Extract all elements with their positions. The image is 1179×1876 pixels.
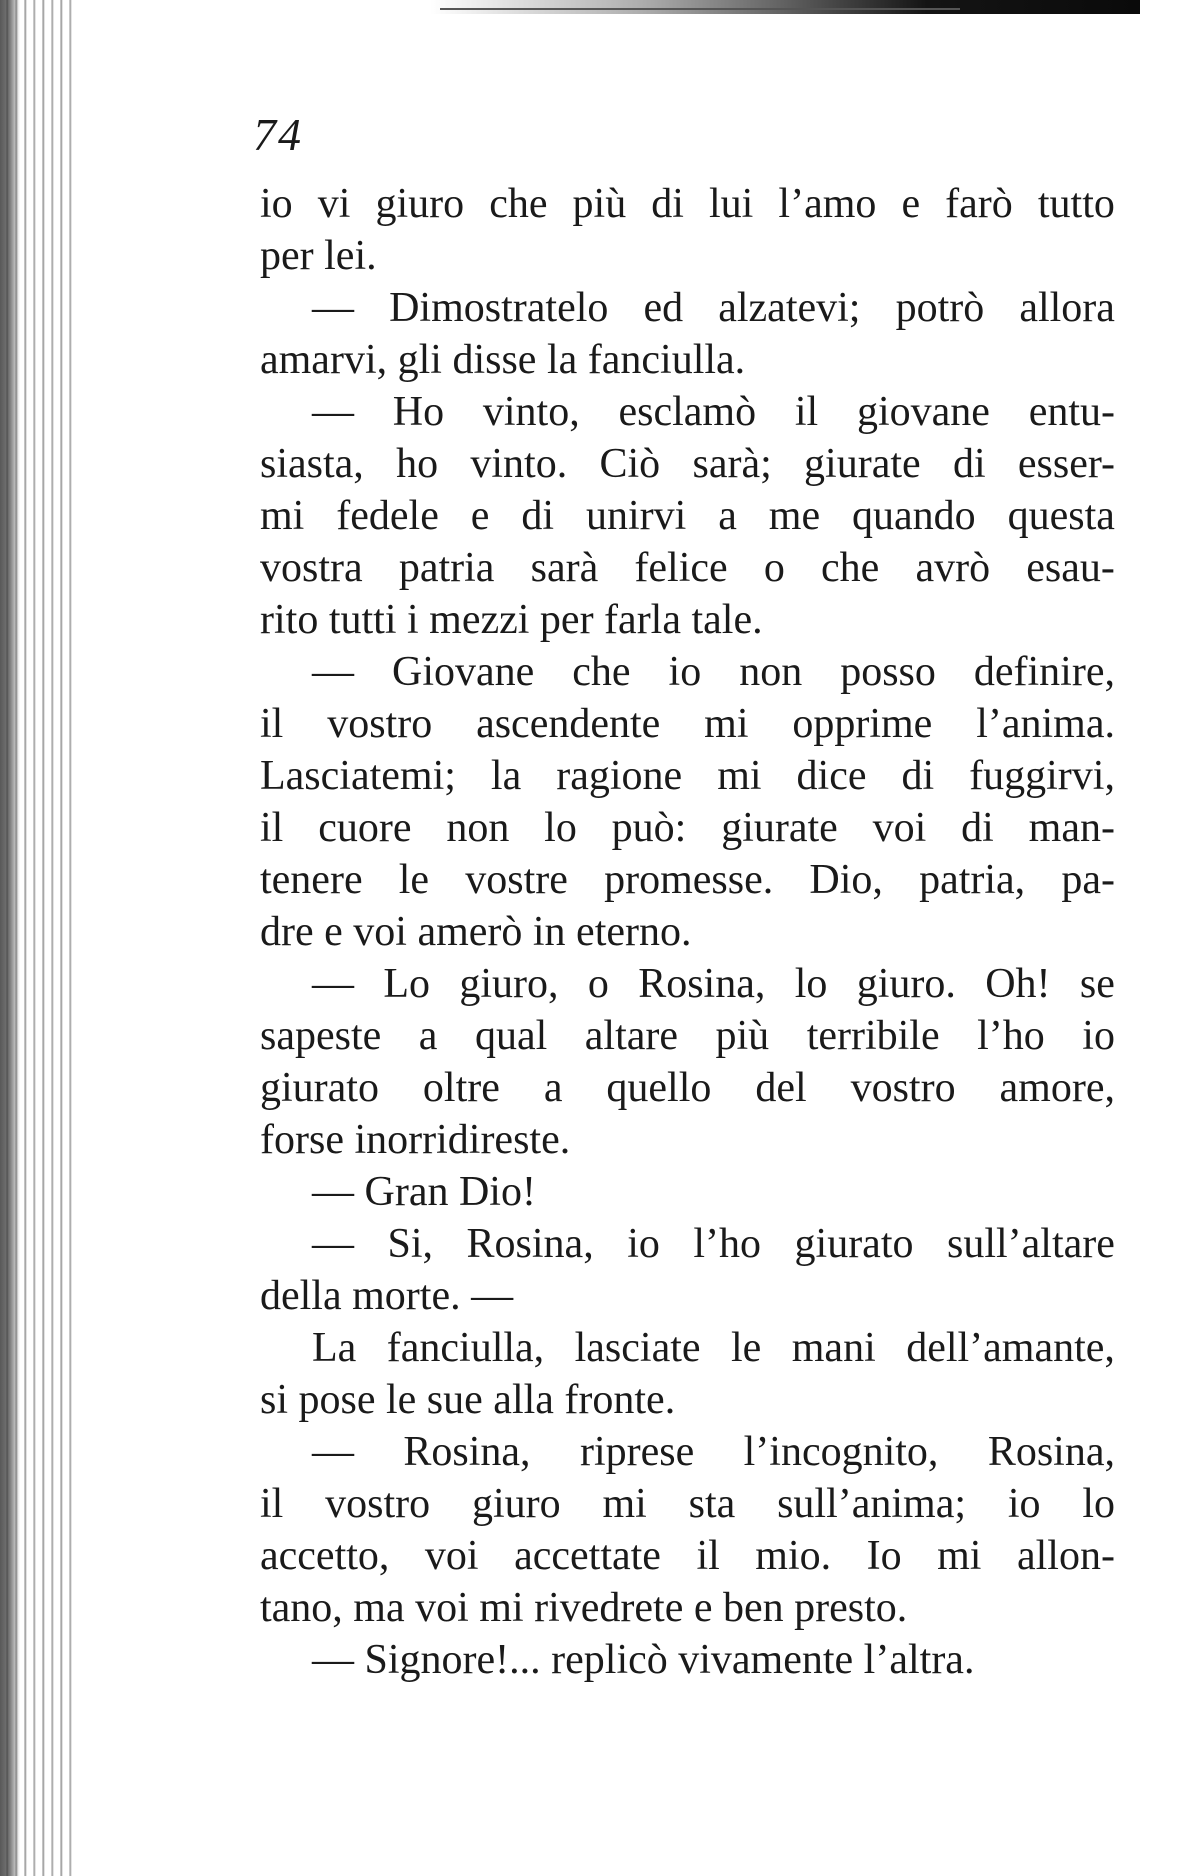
text-word: a: [718, 493, 737, 539]
text-word: —: [312, 1429, 354, 1475]
text-line-content: per lei.: [260, 233, 377, 279]
text-word: opprime: [792, 701, 933, 747]
text-word: sull’altare: [947, 1221, 1115, 1267]
text-line: [260, 1166, 1115, 1218]
text-word: promesse.: [604, 857, 774, 903]
text-word: vostro: [850, 1065, 956, 1111]
text-word: più: [572, 181, 627, 227]
text-word: vostra: [260, 545, 363, 591]
text-word: sarà: [530, 545, 599, 591]
text-line-content: — Signore!... replicò vivamente l’altra.: [312, 1637, 975, 1683]
scan-top-edge: [430, 0, 1140, 14]
text-word: giuro: [375, 181, 465, 227]
text-word: vostro: [325, 1481, 431, 1527]
text-line: [260, 1114, 1115, 1166]
text-word: riprese: [579, 1429, 695, 1475]
text-word: giurato: [794, 1221, 914, 1267]
text-line: [260, 1374, 1115, 1426]
text-word: l’incognito,: [743, 1429, 939, 1475]
text-word: il: [260, 701, 284, 747]
text-word: che: [821, 545, 880, 591]
text-word: amore,: [999, 1065, 1115, 1111]
text-line: [260, 1478, 1115, 1530]
text-word: o: [763, 545, 785, 591]
text-word: —: [312, 285, 354, 331]
text-word: sarà;: [692, 441, 772, 487]
text-word: di: [651, 181, 684, 227]
text-word: esau-: [1026, 545, 1115, 591]
text-word: di: [961, 805, 994, 851]
text-word: qual: [474, 1013, 548, 1059]
text-word: Ciò: [599, 441, 661, 487]
text-word: più: [715, 1013, 770, 1059]
body-text: [260, 178, 1115, 1686]
text-word: vostro: [327, 701, 433, 747]
text-word: potrò: [895, 285, 985, 331]
text-line: [260, 282, 1115, 334]
text-line: [260, 542, 1115, 594]
text-line: [260, 334, 1115, 386]
text-word: avrò: [915, 545, 991, 591]
text-line: [260, 1010, 1115, 1062]
text-word: se: [1079, 961, 1115, 1007]
text-word: allon-: [1016, 1533, 1115, 1579]
text-word: a: [543, 1065, 563, 1111]
text-word: siasta,: [260, 441, 364, 487]
text-word: ed: [643, 285, 684, 331]
text-word: può:: [611, 805, 687, 851]
text-line-content: rito tutti i mezzi per farla tale.: [260, 597, 763, 643]
text-word: giuro: [471, 1481, 561, 1527]
text-word: vi: [317, 181, 351, 227]
text-word: pa-: [1061, 857, 1115, 903]
text-word: Rosina,: [466, 1221, 594, 1267]
text-word: Dimostratelo: [389, 285, 609, 331]
text-word: l’ho: [977, 1013, 1045, 1059]
text-word: vinto.: [470, 441, 568, 487]
text-word: il: [696, 1533, 720, 1579]
text-word: quello: [606, 1065, 712, 1111]
text-word: e: [470, 493, 490, 539]
text-line-content: amarvi, gli disse la fanciulla.: [260, 337, 746, 383]
text-word: vinto,: [482, 389, 580, 435]
text-word: me: [768, 493, 821, 539]
text-word: quando: [852, 493, 976, 539]
text-word: Si,: [387, 1221, 434, 1267]
text-word: l’ho: [693, 1221, 762, 1267]
text-word: giurato: [260, 1065, 379, 1111]
text-word: mi: [704, 701, 749, 747]
text-word: tutto: [1037, 181, 1115, 227]
text-word: l’anima.: [976, 701, 1115, 747]
text-line: [260, 958, 1115, 1010]
text-word: fuggirvi,: [969, 753, 1115, 799]
text-word: vostre: [465, 857, 568, 903]
text-word: fanciulla,: [386, 1325, 545, 1371]
text-word: terribile: [806, 1013, 940, 1059]
text-word: l’amo: [778, 181, 877, 227]
text-word: mi: [937, 1533, 982, 1579]
text-word: io: [1082, 1013, 1115, 1059]
text-word: patria: [398, 545, 495, 591]
text-word: giurate: [721, 805, 838, 851]
text-word: La: [312, 1325, 357, 1371]
text-word: accettate: [514, 1533, 661, 1579]
text-word: —: [312, 961, 354, 1007]
text-word: altare: [584, 1013, 679, 1059]
text-line: [260, 1322, 1115, 1374]
text-word: dell’amante,: [906, 1325, 1115, 1371]
text-word: il: [260, 805, 284, 851]
scan-top-rule: [440, 8, 960, 10]
text-word: farò: [945, 181, 1013, 227]
text-word: posso: [840, 649, 936, 695]
text-word: Oh!: [985, 961, 1051, 1007]
text-word: esser-: [1017, 441, 1115, 487]
text-word: sta: [688, 1481, 736, 1527]
text-word: lasciate: [574, 1325, 701, 1371]
text-word: allora: [1019, 285, 1115, 331]
text-line: [260, 178, 1115, 230]
text-word: lui: [709, 181, 754, 227]
page-number: 74: [253, 109, 303, 160]
text-word: —: [312, 389, 354, 435]
text-word: Lo: [383, 961, 430, 1007]
text-line: [260, 698, 1115, 750]
text-word: non: [739, 649, 803, 695]
text-line: [260, 906, 1115, 958]
text-line-content: forse inorridireste.: [260, 1117, 571, 1163]
text-line: [260, 854, 1115, 906]
text-word: tenere: [260, 857, 363, 903]
text-line: [260, 802, 1115, 854]
text-line: [260, 1634, 1115, 1686]
text-word: Dio,: [809, 857, 883, 903]
text-line-content: — Gran Dio!: [312, 1169, 536, 1215]
text-word: mi: [602, 1481, 647, 1527]
text-word: felice: [634, 545, 728, 591]
text-word: dice: [796, 753, 867, 799]
text-line: [260, 646, 1115, 698]
text-word: cuore: [318, 805, 412, 851]
text-word: —: [312, 649, 354, 695]
text-word: che: [572, 649, 631, 695]
text-word: io: [260, 181, 293, 227]
text-line: [260, 438, 1115, 490]
text-word: a: [418, 1013, 438, 1059]
text-line: [260, 594, 1115, 646]
text-line: [260, 1426, 1115, 1478]
text-word: io: [668, 649, 702, 695]
text-word: definire,: [973, 649, 1115, 695]
text-word: man-: [1028, 805, 1115, 851]
text-word: e: [901, 181, 921, 227]
text-word: Lasciatemi;: [260, 753, 456, 799]
text-word: lo: [794, 961, 828, 1007]
text-word: alzatevi;: [718, 285, 861, 331]
text-word: io: [627, 1221, 660, 1267]
text-line: [260, 386, 1115, 438]
text-word: giuro,: [459, 961, 559, 1007]
text-word: Giovane: [391, 649, 535, 695]
text-word: mio.: [755, 1533, 832, 1579]
text-line-content: tano, ma voi mi rivedrete e ben presto.: [260, 1585, 908, 1631]
text-word: di: [901, 753, 935, 799]
text-word: lo: [1082, 1481, 1115, 1527]
text-word: Rosina,: [987, 1429, 1115, 1475]
text-word: ragione: [556, 753, 683, 799]
text-word: entu-: [1028, 389, 1115, 435]
text-word: di: [521, 493, 555, 539]
text-word: oltre: [422, 1065, 500, 1111]
text-word: Rosina,: [638, 961, 766, 1007]
text-word: Io: [866, 1533, 902, 1579]
text-word: sull’anima;: [777, 1481, 967, 1527]
text-word: Rosina,: [403, 1429, 531, 1475]
text-word: giovane: [856, 389, 990, 435]
text-line-content: si pose le sue alla fronte.: [260, 1377, 676, 1423]
text-line: [260, 1270, 1115, 1322]
text-word: unirvi: [585, 493, 687, 539]
text-word: voi: [872, 805, 927, 851]
text-word: non: [446, 805, 510, 851]
text-line: [260, 750, 1115, 802]
text-line: [260, 1582, 1115, 1634]
text-line: [260, 1530, 1115, 1582]
text-word: le: [398, 857, 430, 903]
text-line: [260, 1218, 1115, 1270]
text-word: mi: [260, 493, 305, 539]
text-word: ascendente: [476, 701, 661, 747]
text-word: accetto,: [260, 1533, 390, 1579]
text-word: fedele: [336, 493, 439, 539]
text-word: questa: [1007, 493, 1115, 539]
text-line: [260, 1062, 1115, 1114]
text-line: [260, 230, 1115, 282]
text-word: le: [731, 1325, 762, 1371]
text-word: voi: [424, 1533, 479, 1579]
text-word: esclamò: [618, 389, 757, 435]
text-word: o: [587, 961, 609, 1007]
page-binding-shadow: [0, 0, 20, 1876]
text-line: [260, 490, 1115, 542]
text-word: giurate: [804, 441, 921, 487]
text-word: giuro.: [856, 961, 956, 1007]
text-word: che: [489, 181, 548, 227]
text-line-content: della morte. —: [260, 1273, 514, 1319]
text-word: sapeste: [260, 1013, 382, 1059]
text-word: —: [312, 1221, 354, 1267]
text-word: il: [794, 389, 819, 435]
text-word: io: [1007, 1481, 1041, 1527]
text-word: mi: [717, 753, 762, 799]
text-word: Ho: [392, 389, 445, 435]
text-word: ho: [396, 441, 439, 487]
text-word: del: [755, 1065, 807, 1111]
text-word: di: [952, 441, 986, 487]
text-word: mani: [791, 1325, 876, 1371]
text-line-content: dre e voi amerò in eterno.: [260, 909, 692, 955]
text-word: patria,: [919, 857, 1026, 903]
text-word: lo: [544, 805, 577, 851]
text-word: la: [490, 753, 522, 799]
text-word: il: [260, 1481, 284, 1527]
